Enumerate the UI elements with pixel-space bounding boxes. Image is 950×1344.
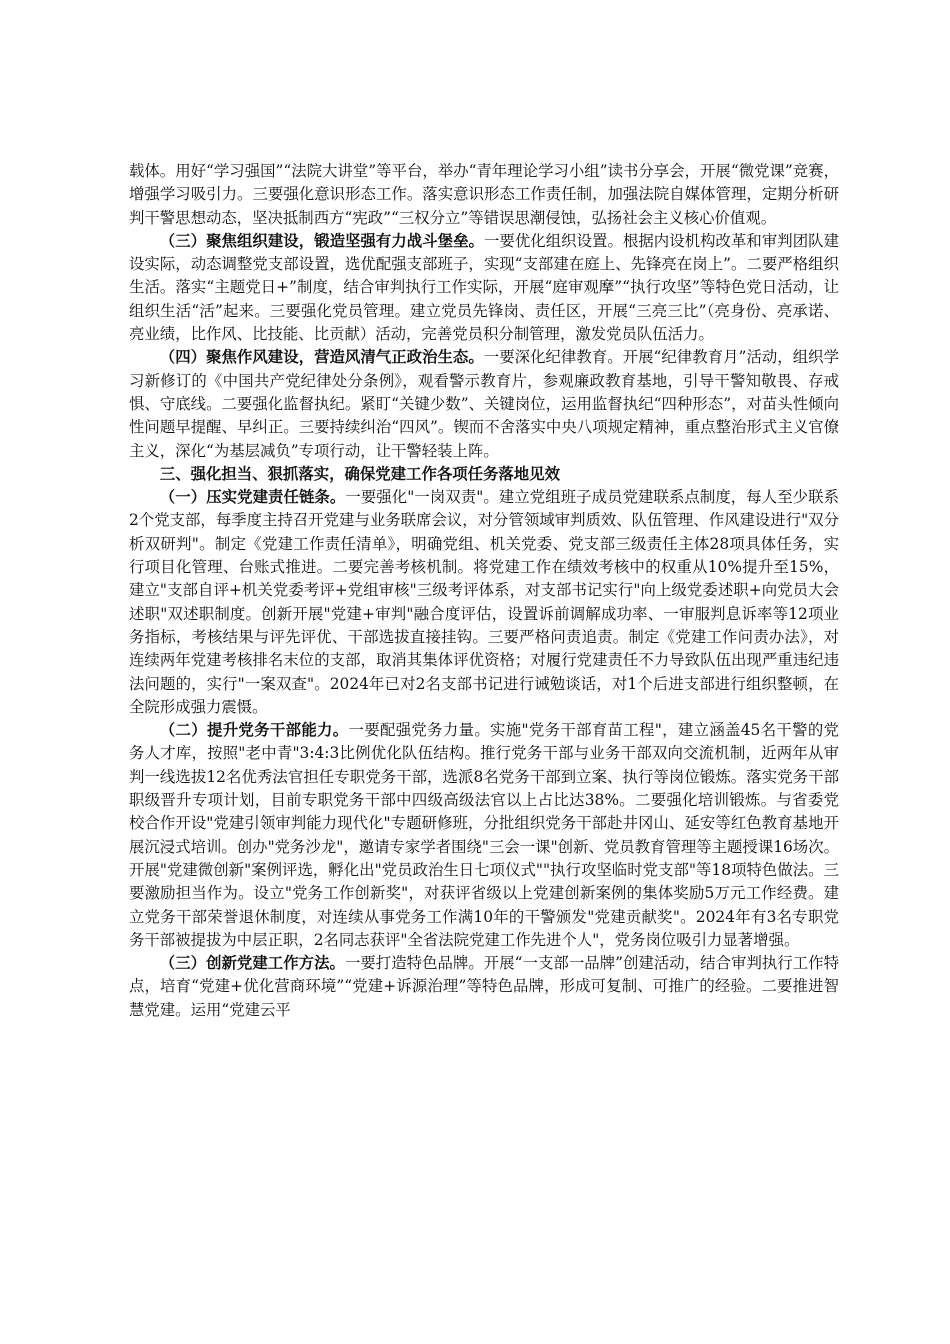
paragraph-text: 一要配强党务力量。实施"党务干部育苗工程"，建立涵盖45名干警的党务人才库，按照"老中青"3:4:3比例优化队伍结构。推行党务干部与业务干部双向交流机制，近两年从审判一线选拔12名优秀法官担任专职党务干部，选派8名党务干部到立案、执行等岗位锻炼。落实党务干部职级晋升专项计划，目前专职党务干部中四级高级法官以上占比达38%。二要强化培训锻炼。与省委党校合作开设"党建引领审判能力现代化"专题研修班，分批组织党务干部赴井冈山、延安等红色教育基地开展沉浸式培训。创办"党务沙龙"，邀请专家学者围绕"三会一课"创新、党员教育管理等主题授课16场次。开展"党建微创新"案例评选，孵化出"党员政治生日七项仪式""执行攻坚临时党支部"等18项特色做法。三要激励担当作为。设立"党务工作创新奖"，对获评省级以上党建创新案例的集体奖励5万元工作经费。建立党务干部荣誉退休制度，对连续从事党务工作满10年的干警颁发"党建贡献奖"。2024年有3名专职党务干部被提拔为中层正职，2名同志获评"全省法院党建工作先进个人"，党务岗位吸引力显著增强。 xyxy=(129,721,839,949)
section-heading: 三、强化担当、狠抓落实，确保党建工作各项任务落地见效 xyxy=(159,464,560,483)
paragraph-2 xyxy=(129,230,839,346)
paragraph-lead: （三）创新党建工作方法。 xyxy=(159,954,345,973)
paragraph-6 xyxy=(129,952,839,1022)
paragraph-5 xyxy=(129,719,839,952)
paragraph-text: 一要深化纪律教育。开展“纪律教育月”活动，组织学习新修订的《中国共产党纪律处分条例》，观看警示教育片，参观廉政教育基地，引导干警知敬畏、存戒惧、守底线。二要强化监督执纪。紧盯“关键少数”、关键岗位，运用监督执纪“四种形态”，对苗头性倾向性问题早提醒、早纠正。三要持续纠治“四风”。锲而不舍落实中央八项规定精神，重点整治形式主义官僚主义，深化“为基层减负”专项行动，让干警轻装上阵。 xyxy=(129,348,839,460)
paragraph-text: 一要优化组织设置。根据内设机构改革和审判团队建设实际，动态调整党支部设置，选优配强支部班子，实现“支部建在庭上、先锋亮在岗上”。二要严格组织生活。落实“主题党日+”制度，结合审判执行工作实际，开展“庭审观摩”“执行攻坚”等特色党日活动，让组织生活“活”起来。三要强化党员管理。建立党员先锋岗、责任区，开展“三亮三比”（亮身份、亮承诺、亮业绩，比作风、比技能、比贡献）活动，完善党员积分制管理，激发党员队伍活力。 xyxy=(129,231,839,344)
paragraph-text: 一要打造特色品牌。开展“一支部一品牌”创建活动，结合审判执行工作特点，培育“党建+优化营商环境”“党建+诉源治理”等特色品牌，形成可复制、可推广的经验。二要推进智慧党建。运用“党建云平 xyxy=(129,954,839,1019)
paragraph-lead: （三）聚焦组织建设，锻造坚强有力战斗堡垒。 xyxy=(159,231,484,250)
paragraph-text: 载体。用好“学习强国”“法院大讲堂”等平台，举办“青年理论学习小组”读书分享会，开展“微党课”竞赛，增强学习吸引力。三要强化意识形态工作。落实意识形态工作责任制，加强法院自媒体管理，定期分析研判干警思想动态，坚决抵制西方“宪政”“三权分立”等错误思潮侵蚀，弘扬社会主义核心价值观。 xyxy=(129,162,839,227)
document-page xyxy=(129,160,839,1022)
paragraph-lead: （二）提升党务干部能力。 xyxy=(159,721,349,740)
paragraph-text: 一要强化"一岗双责"。建立党组班子成员党建联系点制度，每人至少联系2个党支部，每季度主持召开党建与业务联席会议，对分管领域审判质效、队伍管理、作风建设进行"双分析双研判"。制定《党建工作责任清单》，明确党组、机关党委、党支部三级责任主体28项具体任务，实行项目化管理、台账式推进。二要完善考核机制。将党建工作在绩效考核中的权重从10%提升至15%，建立"支部自评+机关党委考评+党组审核"三级考评体系，对支部书记实行"向上级党委述职+向党员大会述职"双述职制度。创新开展"党建+审判"融合度评估，设置诉前调解成功率、一审服判息诉率等12项业务指标，考核结果与评先评优、干部选拔直接挂钩。三要严格问责追责。制定《党建工作问责办法》，对连续两年党建考核排名末位的支部，取消其集体评优资格；对履行党建责任不力导致队伍出现严重违纪违法问题的，实行"一案双查"。2024年已对2名支部书记进行诫勉谈话，对1个后进支部进行组织整顿，在全院形成强力震慑。 xyxy=(129,488,839,716)
paragraph-lead: （一）压实党建责任链条。 xyxy=(159,488,346,507)
paragraph-lead: （四）聚焦作风建设，营造风清气正政治生态。 xyxy=(159,348,484,367)
paragraph-1 xyxy=(129,160,839,230)
paragraph-3 xyxy=(129,346,839,462)
paragraph-4 xyxy=(129,486,839,719)
